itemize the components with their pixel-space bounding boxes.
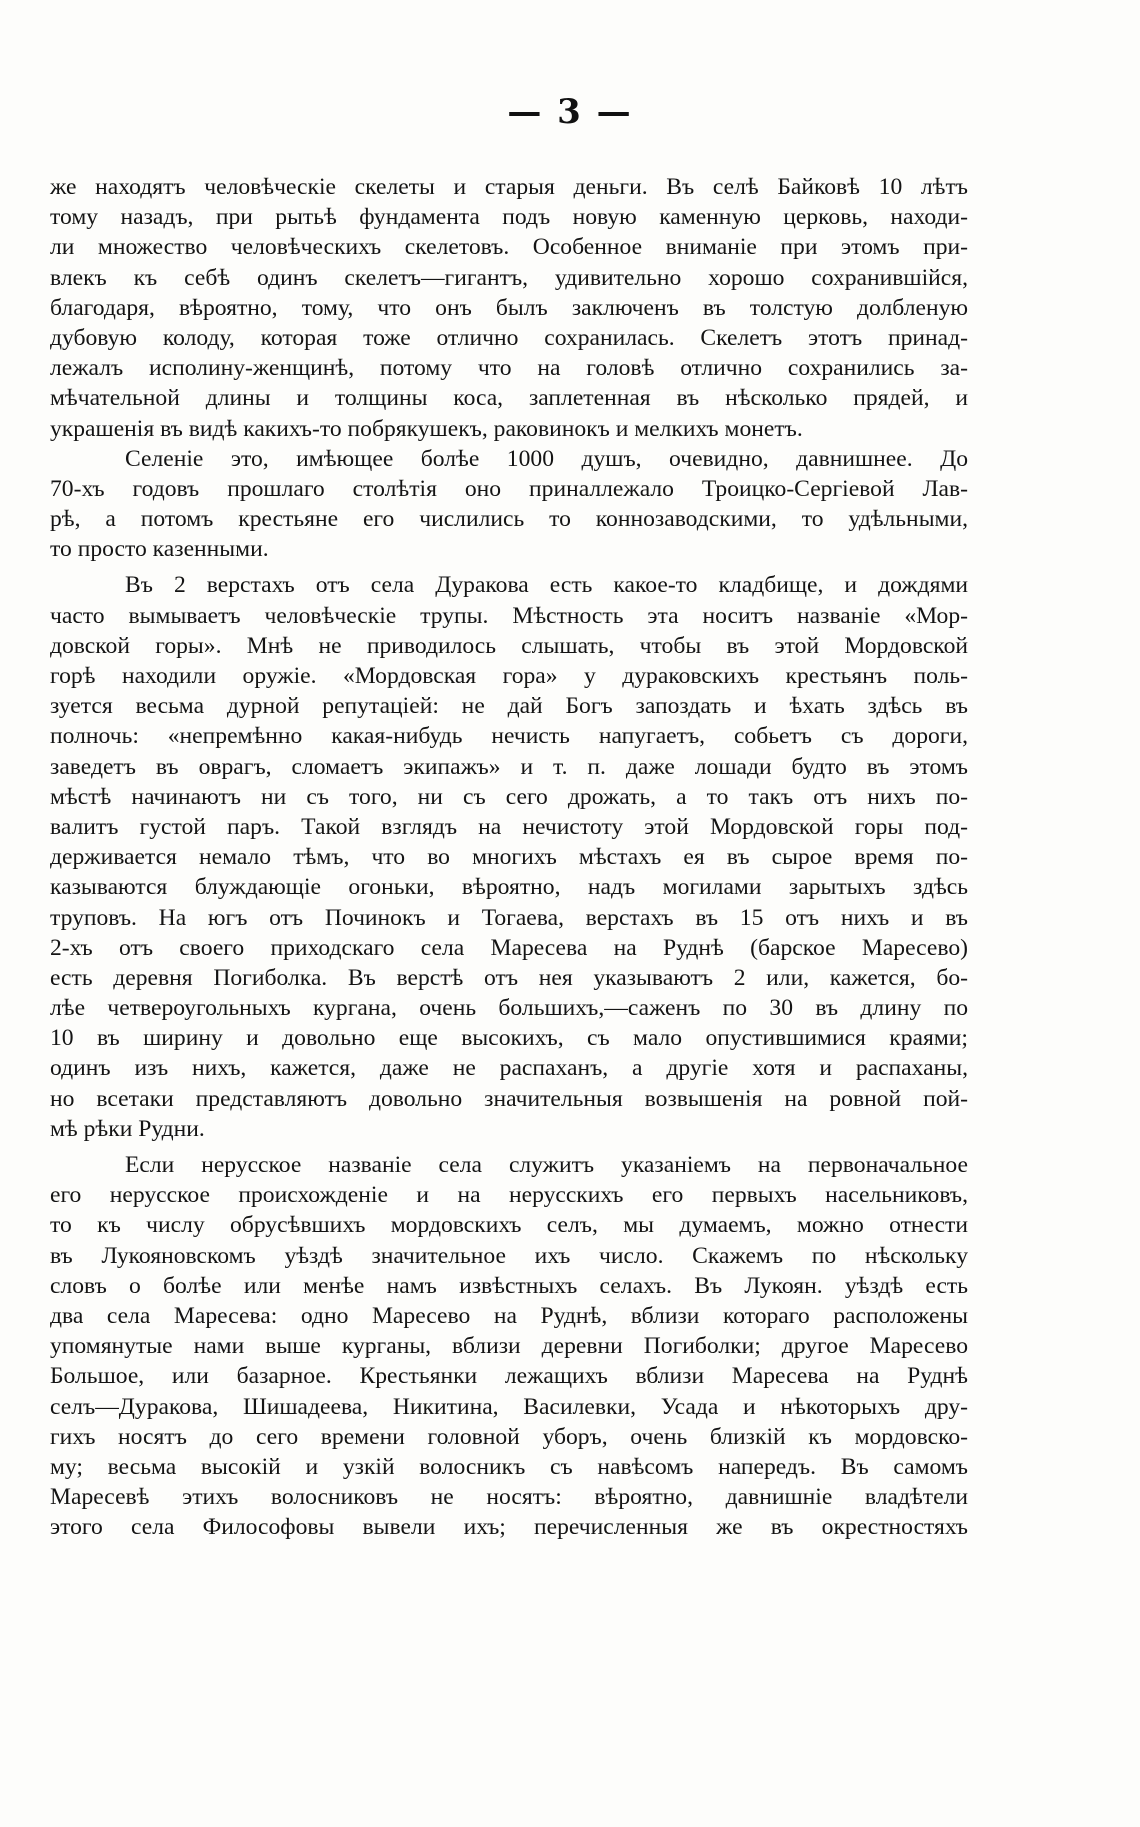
text-line: лежалъ исполину-женщинѣ, потому что на головѣ отлично сохранились за- <box>50 355 968 382</box>
paragraph <box>50 444 968 565</box>
text-line: мѣ рѣки Рудни. <box>50 1115 205 1142</box>
text-line: но всетаки представляютъ довольно значительныя возвышенiя на ровной пой- <box>50 1085 968 1112</box>
text-line: Если нерусское названiе села служитъ указанiемъ на первоначальное <box>125 1152 968 1178</box>
text-line: мѣчательной длины и толщины коса, заплетенная въ нѣсколько прядей, и <box>50 385 968 412</box>
text-line: есть деревня Погиболка. Въ верстѣ отъ нея указываютъ 2 или, кажется, бо- <box>50 964 968 991</box>
text-line: тому назадъ, при рытьѣ фундамента подъ новую каменную церковь, находи- <box>50 204 968 231</box>
text-line: благодаря, вѣроятно, тому, что онъ былъ заключенъ въ толстую долбленую <box>50 294 968 321</box>
text-line: му; весьма высокiй и узкiй волосникъ съ навѣсомъ напередъ. Въ самомъ <box>50 1453 968 1480</box>
text-line: упомянутые нами выше курганы, вблизи деревни Погиболки; другое Маресево <box>50 1333 968 1360</box>
text-line: зуется весьма дурной репутацiей: не дай Богъ запоздать и ѣхать здѣсь въ <box>50 693 968 720</box>
text-line: же находятъ человѣческiе скелеты и старыя деньги. Въ селѣ Байковѣ 10 лѣтъ <box>50 174 968 200</box>
text-line: ли множество человѣческихъ скелетовъ. Особенное вниманiе при этомъ при- <box>50 234 968 261</box>
paragraph <box>50 172 968 444</box>
text-line: словъ о болѣе или менѣе намъ извѣстныхъ селахъ. Въ Лукоян. уѣздѣ есть <box>50 1272 968 1299</box>
text-line: труповъ. На югъ отъ Починокъ и Тогаева, верстахъ въ 15 отъ нихъ и въ <box>50 904 968 931</box>
text-line: то просто казенными. <box>50 536 269 563</box>
text-line: влекъ къ себѣ одинъ скелетъ—гигантъ, удивительно хорошо сохранившiйся, <box>50 264 968 291</box>
body-text <box>50 172 968 1542</box>
text-line: довской горы». Мнѣ не приводилось слышать, чтобы въ этой Мордовской <box>50 632 968 659</box>
text-line: рѣ, а потомъ крестьяне его числились то коннозаводскими, то удѣльными, <box>50 506 968 533</box>
text-line: этого села Философовы вывели ихъ; перечисленныя же въ окрестностяхъ <box>50 1514 968 1541</box>
paragraph <box>50 1150 968 1542</box>
text-line: Въ 2 верстахъ отъ села Дуракова есть какое-то кладбище, и дождями <box>125 572 968 599</box>
text-line: казываются блуждающiе огоньки, вѣроятно, надъ могилами зарытыхъ здѣсь <box>50 874 968 901</box>
text-line: одинъ изъ нихъ, кажется, даже не распаханъ, а другiе хотя и распаханы, <box>50 1055 968 1082</box>
text-line: заведетъ въ оврагъ, сломаетъ экипажъ» и т. п. даже лошади будто въ этомъ <box>50 753 968 780</box>
text-line: валитъ густой паръ. Такой взглядъ на нечистоту этой Мордовской горы под- <box>50 813 968 840</box>
text-line: въ Лукояновскомъ уѣздѣ значительное ихъ число. Скажемъ по нѣскольку <box>50 1242 968 1269</box>
text-line: то къ числу обрусѣвшихъ мордовскихъ селъ, мы думаемъ, можно отнести <box>50 1212 968 1239</box>
text-line: два села Маресева: одно Маресево на Руднѣ, вблизи котораго расположены <box>50 1302 968 1329</box>
text-line: 10 въ ширину и довольно еще высокихъ, съ мало опустившимися краями; <box>50 1025 968 1052</box>
text-line: украшенiя въ видѣ какихъ-то побрякушекъ, раковинокъ и мелкихъ монетъ. <box>50 415 803 442</box>
text-line: лѣе четвероугольныхъ кургана, очень большихъ,—саженъ по 30 въ длину по <box>50 995 968 1022</box>
text-line: гихъ носятъ до сего времени головной уборъ, очень близкiй къ мордовско- <box>50 1423 968 1450</box>
text-line: полночь: «непремѣнно какая-нибудь нечисть напугаетъ, собьетъ съ дороги, <box>50 723 968 750</box>
page-number: — 3 — <box>507 92 633 132</box>
text-line: держивается немало тѣмъ, что во многихъ мѣстахъ ея въ сырое время по- <box>50 844 968 871</box>
text-line: его нерусское происхожденiе и на нерусскихъ его первыхъ насельниковъ, <box>50 1182 968 1209</box>
text-line: Селенiе это, имѣющее болѣе 1000 душъ, очевидно, давнишнее. До <box>125 445 968 472</box>
text-line: мѣстѣ начинаютъ ни съ того, ни съ сего дрожать, а то такъ отъ нихъ по- <box>50 783 968 810</box>
text-line: 2-хъ отъ своего приходскаго села Маресева на Руднѣ (барское Маресево) <box>50 934 968 961</box>
text-line: горѣ находили оружiе. «Мордовская гора» у дураковскихъ крестьянъ поль- <box>50 663 968 689</box>
text-line: селъ—Дуракова, Шишадеева, Никитина, Василевки, Усада и нѣкоторыхъ дру- <box>50 1393 968 1420</box>
text-line: дубовую колоду, которая тоже отлично сохранилась. Скелетъ этотъ принад- <box>50 324 968 351</box>
paragraph <box>50 570 968 1144</box>
text-line: Большое, или базарное. Крестьянки лежащихъ вблизи Маресева на Руднѣ <box>50 1363 968 1390</box>
text-line: Маресевѣ этихъ волосниковъ не носятъ: вѣроятно, давнишнiе владѣтели <box>50 1484 968 1511</box>
text-line: часто вымываетъ человѣческiе трупы. Мѣстность эта носитъ названiе «Мор- <box>50 602 968 629</box>
text-line: 70-хъ годовъ прошлаго столѣтiя оно приналлежало Троицко-Сергiевой Лав- <box>50 475 968 502</box>
